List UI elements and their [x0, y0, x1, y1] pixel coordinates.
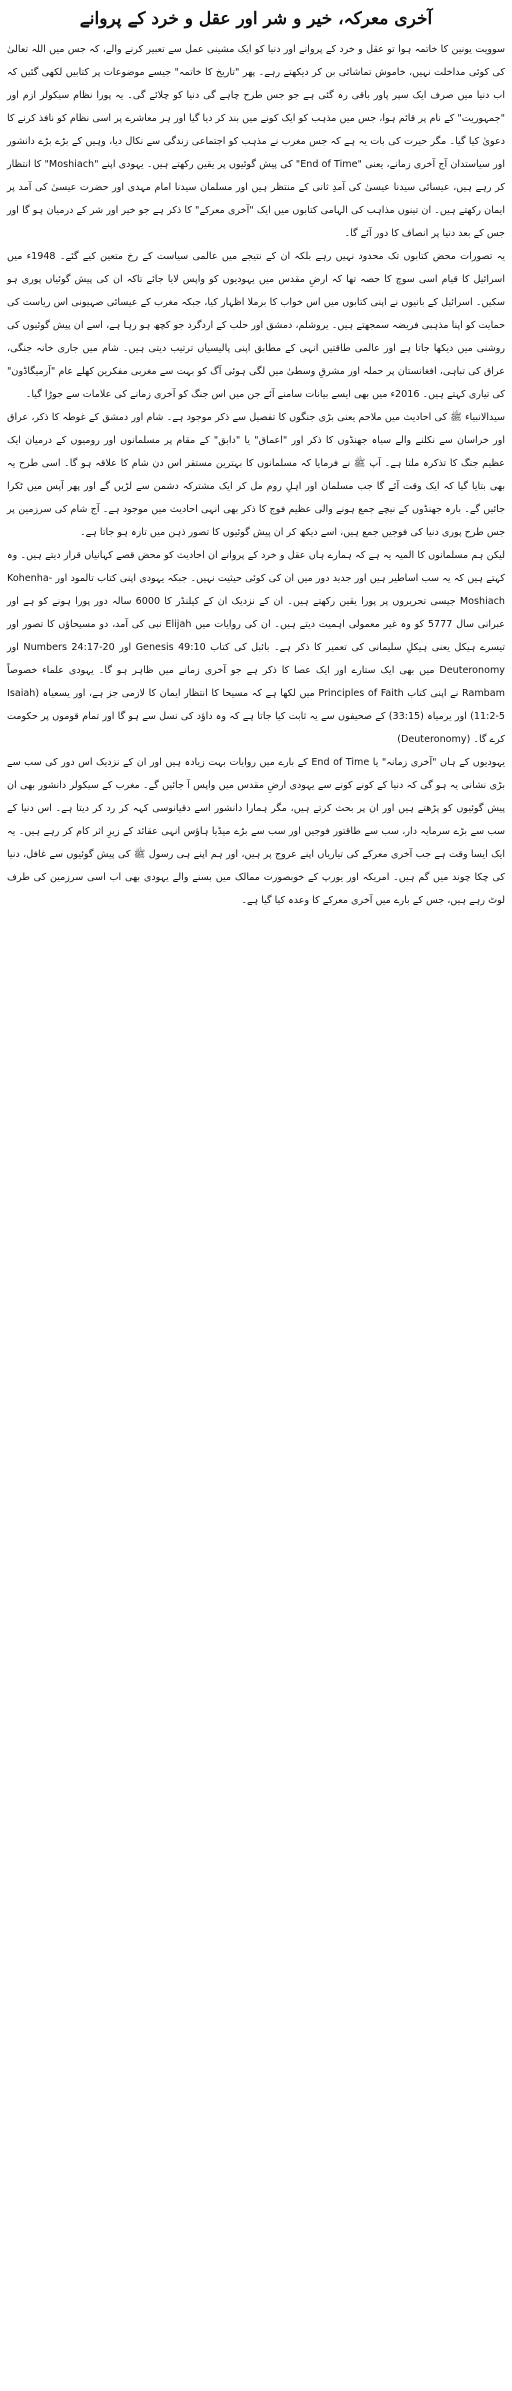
article-paragraph: یہ تصورات محض کتابوں تک محدود نہیں رہے بلکہ ان کے نتیجے میں عالمی سیاست کے رخ متعین کیے گئے۔ 1948ء میں اسرائیل کا قیام اسی سوچ کا حصہ تھا کہ ارضِ مقدس میں یہودیوں کو واپس لایا جائے تاکہ ان کی پیش گوئیاں پوری ہو سکیں۔ اسرائیل کے بانیوں نے اپنی کتابوں میں اس خواب کا برملا اظہار کیا، جبکہ مغرب کے عیسائی صہیونی اس ریاست کی حمایت کو اپنا مذہبی فریضہ سمجھتے ہیں۔ یروشلم، دمشق اور حلب کے اردگرد جو کچھ ہو رہا ہے، اسے ان پیش گوئیوں کی روشنی میں دیکھا جاتا ہے اور عالمی طاقتیں انہی کے مطابق اپنی پالیسیاں ترتیب دیتی ہیں۔ شام میں جاری خانہ جنگی، عراق کی تباہی، افغانستان پر حملہ اور مشرقِ وسطیٰ میں لگی ہوئی آگ کو بہت سے مغربی مفکرین کھلے عام "آرمیگاڈون" کی تیاری کہتے ہیں۔ 2016ء میں بھی ایسے بیانات سامنے آئے جن میں اس جنگ کو آخری زمانے کی علامات سے جوڑا گیا۔ — [7, 251, 505, 400]
article-paragraph: لیکن ہم مسلمانوں کا المیہ یہ ہے کہ ہمارے ہاں عقل و خرد کے پروانے ان احادیث کو محض قصے کہانیاں قرار دیتے ہیں۔ وہ کہتے ہیں کہ یہ سب اساطیر ہیں اور جدید دور میں ان کی کوئی حیثیت نہیں۔ جبکہ یہودی اپنی کتاب تالمود اور Kohenha-Moshiach جیسی تحریروں پر پورا یقین رکھتے ہیں۔ ان کے نزدیک ان کے کیلنڈر کا 6000 سالہ دور پورا ہونے کو ہے اور عبرانی سال 5777 کو وہ غیر معمولی اہمیت دیتے ہیں۔ ان کی روایات میں Elijah نبی کی آمد، دو مسیحاؤں کا تصور اور تیسرے ہیکل یعنی ہیکلِ سلیمانی کی تعمیر کا ذکر ہے۔ بائبل کی کتاب Genesis 49:10 اور Numbers 24:17-20 اور Deuteronomy میں بھی ایک ستارے اور ایک عصا کا ذکر ہے جو آخری زمانے میں ظاہر ہو گا۔ یہودی علماء خصوصاً Rambam نے اپنی کتاب Principles of Faith میں لکھا ہے کہ مسیحا کا انتظار ایمان کا لازمی جز ہے، اور یسعیاہ (Isaiah 11:2-5) اور یرمیاہ (33:15) کے صحیفوں سے یہ ثابت کیا جاتا ہے کہ وہ داؤد کی نسل سے ہو گا اور تمام قوموں پر حکومت کرے گا۔ (Deuteronomy) — [7, 550, 505, 745]
article-title: آخری معرکہ، خیر و شر اور عقل و خرد کے پروانے — [79, 9, 433, 29]
article-paragraph: سوویت یونین کا خاتمہ ہوا تو عقل و خرد کے پروانے اور دنیا کو ایک مشینی عمل سے تعبیر کرنے والے، کہ جس میں اللہ تعالیٰ کی کوئی مداخلت نہیں، خاموش تماشائی بن کر دیکھتے رہے۔ پھر "تاریخ کا خاتمہ" جیسے موضوعات پر کتابیں لکھی گئیں کہ اب دنیا میں صرف ایک سپر پاور باقی رہ گئی ہے جو جس طرح چاہے گی دنیا کو چلائے گی۔ یہ پورا نظام سیکولر ازم اور "جمہوریت" کے نام پر قائم ہوا، جس میں مذہب کو ایک کونے میں بند کر دیا گیا اور ہر معاشرے پر اسی نظام کو نافذ کرنے کا دعویٰ کیا گیا۔ مگر حیرت کی بات یہ ہے کہ جس مغرب نے مذہب کو اجتماعی زندگی سے نکال دیا، وہیں کے بڑے بڑے دانشور اور سیاستدان آج آخری زمانے، یعنی "End of Time" کی پیش گوئیوں پر یقین رکھتے ہیں۔ یہودی اپنے "Moshiach" کا انتظار کر رہے ہیں، عیسائی سیدنا عیسیٰ کی آمدِ ثانی کے منتظر ہیں اور مسلمان سیدنا امام مہدی اور حضرت عیسیٰ کی آمد پر ایمان رکھتے ہیں۔ ان تینوں مذاہب کی الہامی کتابوں میں ایک "آخری معرکے" کا ذکر ہے جو خیر اور شر کے درمیان ہو گا اور جس کے بعد دنیا پر انصاف کا دور آئے گا۔ — [7, 44, 505, 239]
article-body — [7, 38, 505, 912]
article-paragraph: یہودیوں کے ہاں "آخری زمانہ" یا End of Time کے بارے میں روایات بہت زیادہ ہیں اور ان کے نزدیک اس دور کی سب سے بڑی نشانی یہ ہو گی کہ دنیا کے کونے کونے سے یہودی ارضِ مقدس میں واپس آ جائیں گے۔ مغرب کے سیکولر دانشور بھی ان پیش گوئیوں کو پڑھتے ہیں اور ان پر بحث کرتے ہیں، مگر ہمارا دانشور اسے دقیانوسی کہہ کر رد کر دیتا ہے۔ اس دنیا کے سب سے بڑے سرمایہ دار، سب سے طاقتور فوجیں اور سب سے بڑے میڈیا ہاؤس انہی عقائد کے زیرِ اثر کام کر رہے ہیں۔ یہ ایک ایسا وقت ہے جب آخری معرکے کی تیاریاں اپنے عروج پر ہیں، اور ہم اپنے ہی رسول ﷺ کی پیش گوئیوں سے غافل، دنیا کی چکا چوند میں گم ہیں۔ امریکہ اور یورپ کے خوبصورت ممالک میں بسنے والے یہودی بھی اب اسی سرزمین کی طرف لوٹ رہے ہیں، جس کے بارے میں آخری معرکے کا وعدہ کیا گیا ہے۔ — [7, 757, 505, 906]
article-paragraph: سیدالانبیاء ﷺ کی احادیث میں ملاحم یعنی بڑی جنگوں کا تفصیل سے ذکر موجود ہے۔ شام اور دمشق کے غوطہ کا ذکر، عراق اور خراسان سے نکلنے والے سیاہ جھنڈوں کا ذکر اور "اعماق" یا "دابق" کے مقام پر مسلمانوں اور رومیوں کے درمیان ایک عظیم جنگ کا تذکرہ ملتا ہے۔ آپ ﷺ نے فرمایا کہ مسلمانوں کا بہترین مستقر اس دن شام کا علاقہ ہو گا۔ اسی طرح یہ بھی بتایا گیا کہ ایک وقت آئے گا جب مسلمان اور اہلِ روم مل کر ایک مشترکہ دشمن سے لڑیں گے اور پھر آپس میں ٹکرا جائیں گے۔ بارہ جھنڈوں کے نیچے جمع ہونے والی عظیم فوج کا ذکر بھی انہی احادیث میں موجود ہے۔ آج شام کی سرزمین پر جس طرح پوری دنیا کی فوجیں جمع ہیں، اسے دیکھ کر ان پیش گوئیوں کا تصور ذہن میں تازہ ہو جاتا ہے۔ — [7, 412, 505, 538]
